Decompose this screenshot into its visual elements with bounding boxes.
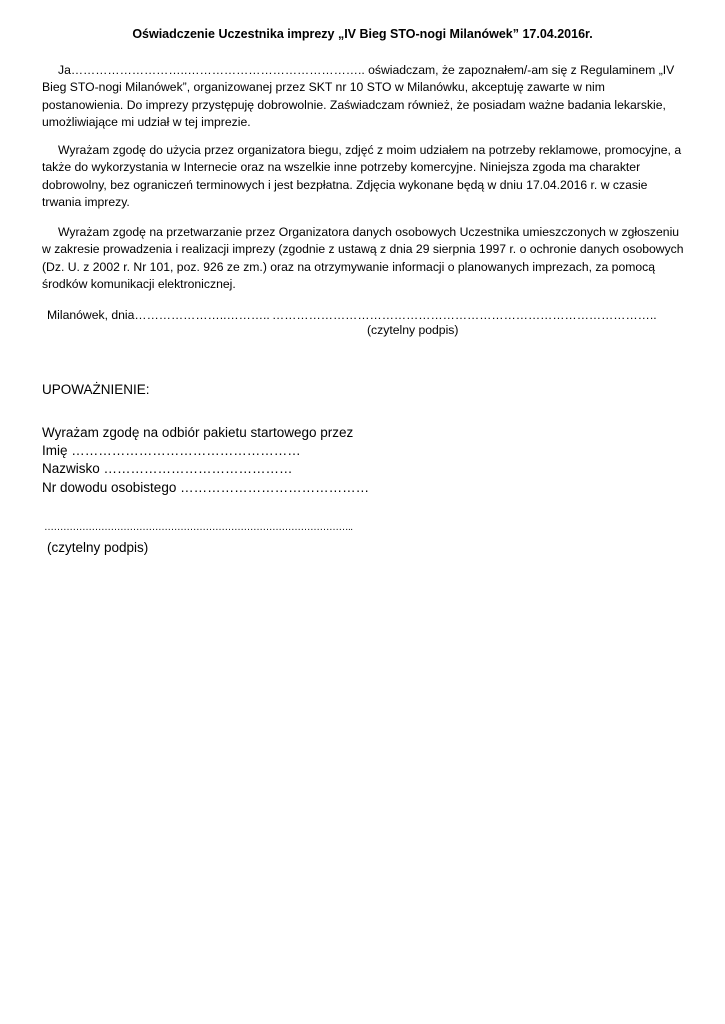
last-name-field: Nazwisko …………………………………… — [42, 461, 293, 477]
participant-declaration-paragraph: Ja………………………..…………………………………….. oświadczam, że zapoznałem/-am się z Regulaminem „IV Bieg STO-nogi Milanówek”, organizowanej przez SKT nr 10 STO w Milanówku, akceptuję zawarte w nim postanowienia. Do imprezy przystępuję dobrowolnie. Zaświadczam również, że posiadam ważne badania lekarskie, umożliwiające mi udział w tej imprezie. — [42, 63, 675, 129]
document-title: Oświadczenie Uczestnika imprezy „IV Bieg STO-nogi Milanówek” 17.04.2016r. — [132, 27, 593, 41]
authorization-heading: UPOWAŻNIENIE: — [42, 382, 150, 397]
authorization-signature-field: …………………………………………………………………………………….. — [44, 522, 353, 533]
data-processing-consent-paragraph: Wyrażam zgodę na przetwarzanie przez Organizatora danych osobowych Uczestnika umieszczonych w zgłoszeniu w zakresie prowadzenia i realizacji imprezy (zgodnie z ustawą z dnia 29 sierpnia 1997 r. o ochronie danych osobowych (Dz. U. z 2002 r. Nr 101, poz. 926 ze zm.) oraz na otrzymywanie informacji o planowanych imprezach, za pomocą środków komunikacji elektronicznej. — [42, 225, 684, 291]
authorization-consent-line: Wyrażam zgodę na odbiór pakietu startowego przez — [42, 425, 354, 440]
first-name-field: Imię …………………………………………… — [42, 443, 301, 459]
authorization-signature-caption: (czytelny podpis) — [47, 540, 149, 555]
signature-field: ………………………………………………………………………………….. — [272, 308, 657, 322]
place-date-field: Milanówek, dnia…………………..……….. — [47, 308, 270, 322]
id-number-field: Nr dowodu osobistego …………………………………… — [42, 479, 370, 495]
authorization-section — [42, 424, 369, 497]
photo-consent-paragraph: Wyrażam zgodę do użycia przez organizatora biegu, zdjęć z moim udziałem na potrzeby reklamowe, promocyjne, a także do wykorzystania w Internecie oraz na wszelkie inne potrzeby komercyjne. Niniejsza zgoda ma charakter dobrowolny, bez ograniczeń terminowych i jest bezpłatna. Zdjęcia wykonane będą w dniu 17.04.2016 r. w czasie trwania imprezy. — [42, 143, 682, 209]
place-date-signature-line — [47, 308, 657, 322]
signature-caption: (czytelny podpis) — [367, 323, 459, 337]
